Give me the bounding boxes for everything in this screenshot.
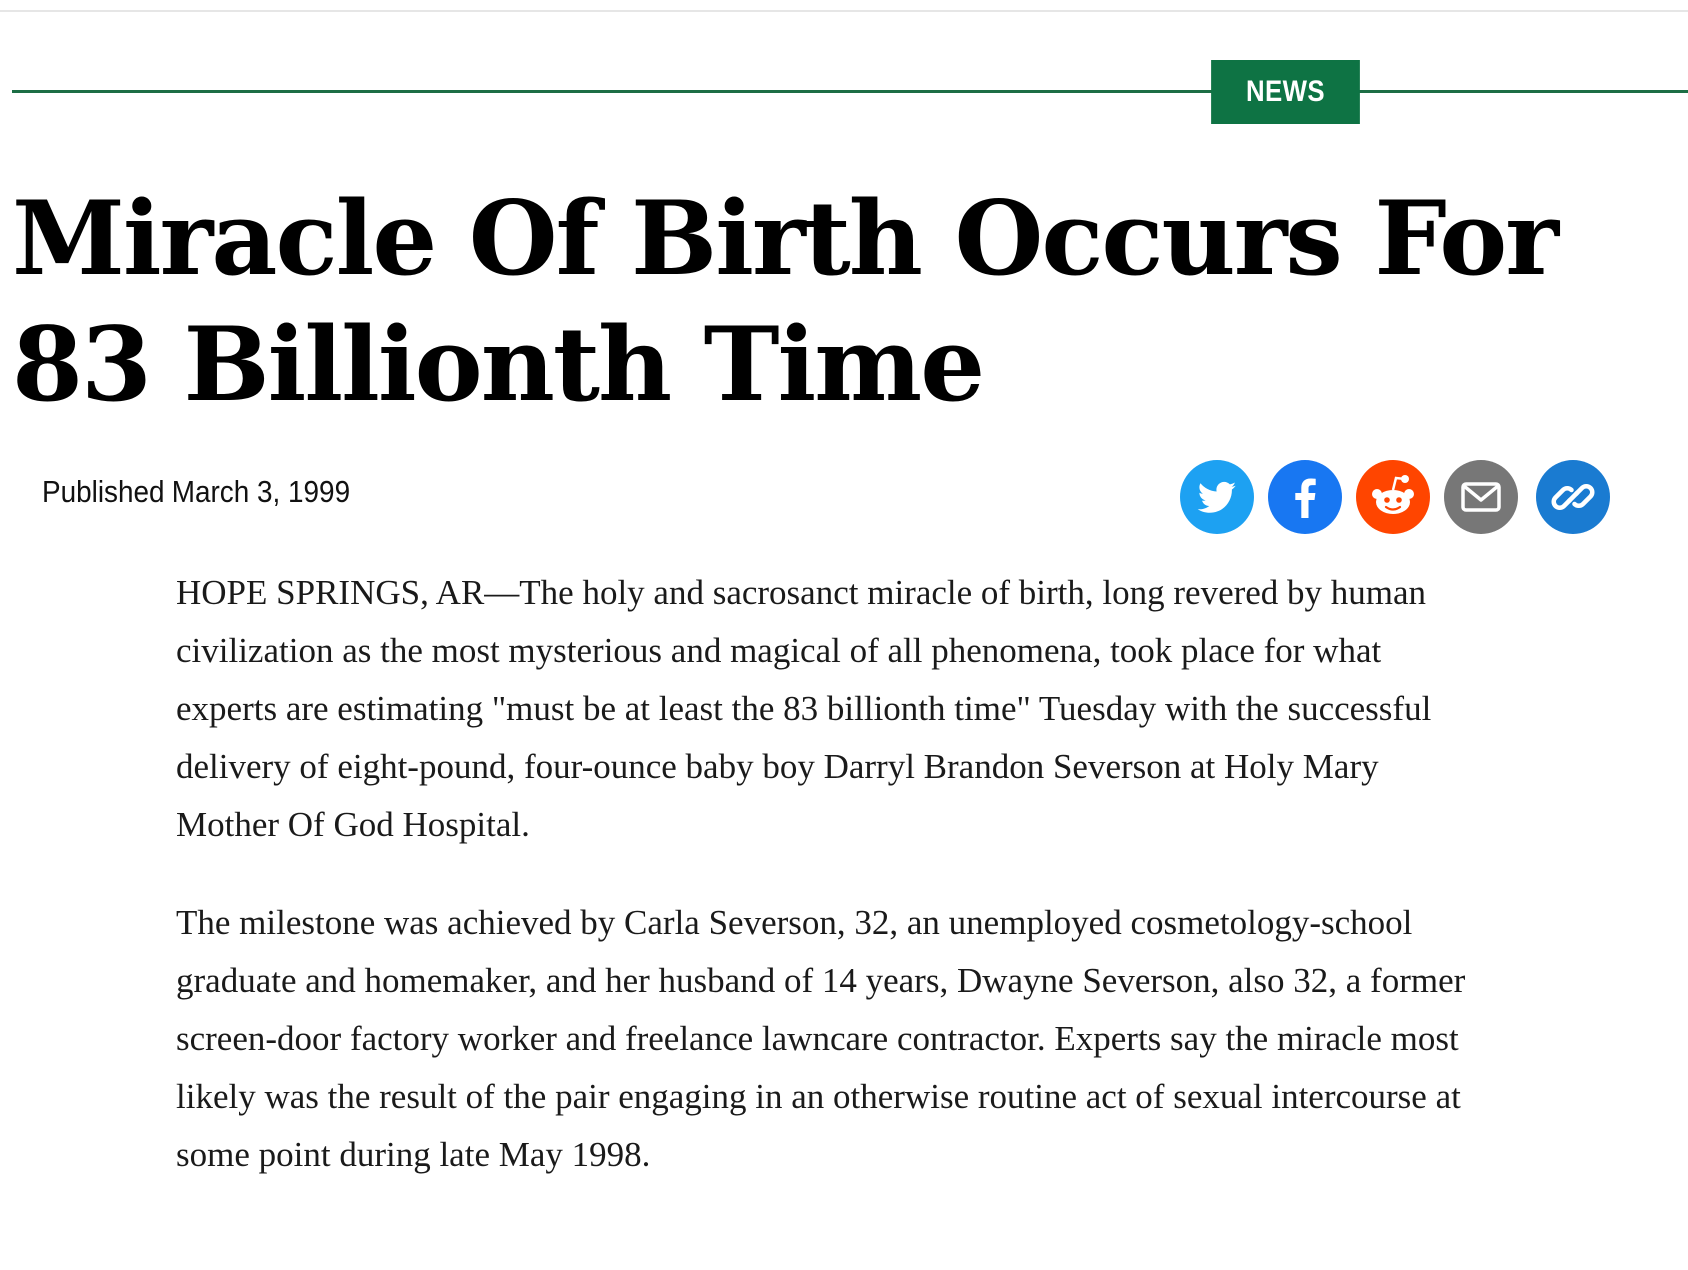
facebook-icon bbox=[1268, 460, 1342, 534]
section-divider bbox=[12, 90, 1688, 93]
byline bbox=[42, 474, 350, 510]
share-reddit-button[interactable] bbox=[1356, 460, 1430, 534]
share-facebook-button[interactable] bbox=[1268, 460, 1342, 534]
article-paragraph: The milestone was achieved by Carla Severson, 32, an unemployed cosmetology-school graduate and homemaker, and her husband of 14 years, Dwayne Severson, also 32, a former screen-door factory worker and freelance lawncare contractor. Experts say the miracle most likely was the result of the pair engaging in an otherwise routine act of sexual intercourse at some point during late May 1998. bbox=[176, 903, 1466, 1174]
article-paragraph: HOPE SPRINGS, AR—The holy and sacrosanct miracle of birth, long revered by human civilization as the most mysterious and magical of all phenomena, took place for what experts are estimating "must be at least the 83 billionth time" Tuesday with the successful delivery of eight-pound, four-ounce baby boy Darryl Brandon Severson at Holy Mary Mother Of God Hospital. bbox=[176, 573, 1432, 844]
article-body bbox=[176, 564, 1466, 1224]
top-border bbox=[0, 10, 1688, 12]
share-email-button[interactable] bbox=[1444, 460, 1518, 534]
published-date: March 3, 1999 bbox=[171, 474, 351, 509]
link-icon bbox=[1536, 460, 1610, 534]
email-icon bbox=[1444, 460, 1518, 534]
share-twitter-button[interactable] bbox=[1180, 460, 1254, 534]
twitter-icon bbox=[1180, 460, 1254, 534]
headline: Miracle Of Birth Occurs For 83 Billionth Time bbox=[12, 179, 1557, 425]
copy-link-button[interactable] bbox=[1536, 460, 1610, 534]
reddit-icon bbox=[1356, 460, 1430, 534]
published-label: Published bbox=[42, 474, 165, 509]
section-badge[interactable]: NEWS bbox=[1211, 60, 1360, 124]
